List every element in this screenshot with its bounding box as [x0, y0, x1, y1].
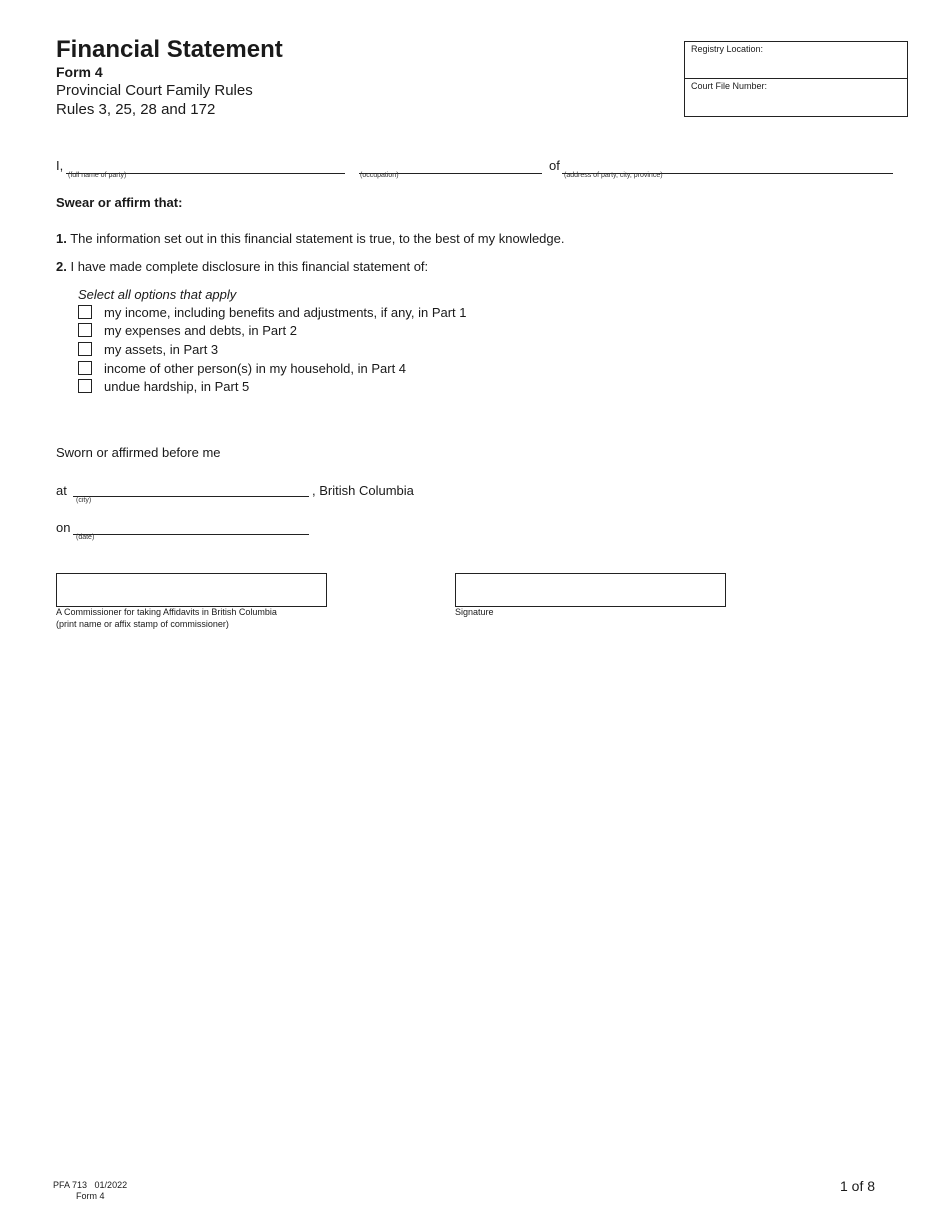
select-instruction: Select all options that apply: [78, 287, 237, 302]
date-caption: (date): [76, 534, 95, 541]
commissioner-box[interactable]: [56, 573, 327, 607]
option-label: my expenses and debts, in Part 2: [104, 323, 297, 338]
option-label: income of other person(s) in my household, in Part 4: [104, 361, 407, 376]
on-label: on: [56, 520, 71, 535]
full-name-caption: (full name of party): [68, 172, 127, 179]
item-1-number: 1.: [56, 231, 67, 246]
address-caption: (address of party, city, province): [564, 172, 663, 179]
deponent-prefix: I,: [56, 158, 64, 173]
court-file-number-cell: [685, 79, 907, 115]
city-field[interactable]: [73, 480, 309, 497]
form-code: [53, 1180, 127, 1190]
registry-location-input[interactable]: [691, 56, 901, 74]
at-label: at: [56, 483, 67, 498]
form-number: Form 4: [56, 64, 103, 80]
commissioner-caption-1: A Commissioner for taking Affidavits in British Columbia: [56, 607, 277, 617]
signature-caption: Signature: [455, 607, 494, 617]
form-code-id: PFA 713: [53, 1180, 88, 1190]
page-indicator: 1 of 8: [840, 1178, 876, 1194]
item-1-text: The information set out in this financial statement is true, to the best of my knowledge.: [70, 231, 565, 246]
checkbox-income[interactable]: [78, 305, 92, 319]
city-caption: (city): [76, 497, 92, 504]
rules-subtitle: Provincial Court Family Rules: [56, 82, 253, 99]
form-title: Financial Statement: [56, 36, 283, 63]
commissioner-caption-2: (print name or affix stamp of commissioner): [56, 619, 229, 629]
item-2-number: 2.: [56, 259, 67, 274]
checkbox-expenses[interactable]: [78, 323, 92, 337]
item-2-text: I have made complete disclosure in this financial statement of:: [70, 259, 429, 274]
province-suffix: , British Columbia: [312, 483, 414, 498]
sworn-intro: Sworn or affirmed before me: [56, 445, 221, 460]
statement-item-1: [56, 231, 565, 246]
form-date: 01/2022: [94, 1180, 128, 1190]
of-label: of: [549, 158, 560, 173]
court-file-number-label: Court File Number:: [691, 81, 768, 91]
date-field[interactable]: [73, 518, 309, 535]
registry-box: [684, 41, 908, 117]
checkbox-undue-hardship[interactable]: [78, 379, 92, 393]
swear-heading: Swear or affirm that:: [56, 195, 183, 210]
statement-item-2: [56, 259, 428, 274]
registry-location-label: Registry Location:: [691, 44, 764, 54]
rule-numbers: Rules 3, 25, 28 and 172: [56, 101, 216, 118]
signature-box[interactable]: [455, 573, 726, 607]
occupation-caption: (occupation): [360, 172, 399, 179]
option-label: my assets, in Part 3: [104, 342, 219, 357]
checkbox-household-income[interactable]: [78, 361, 92, 375]
court-file-number-input[interactable]: [691, 93, 901, 111]
footer-form-label: Form 4: [76, 1191, 105, 1201]
checkbox-assets[interactable]: [78, 342, 92, 356]
option-label: undue hardship, in Part 5: [104, 379, 250, 394]
registry-location-cell: [685, 42, 907, 79]
option-label: my income, including benefits and adjustments, if any, in Part 1: [104, 305, 467, 320]
